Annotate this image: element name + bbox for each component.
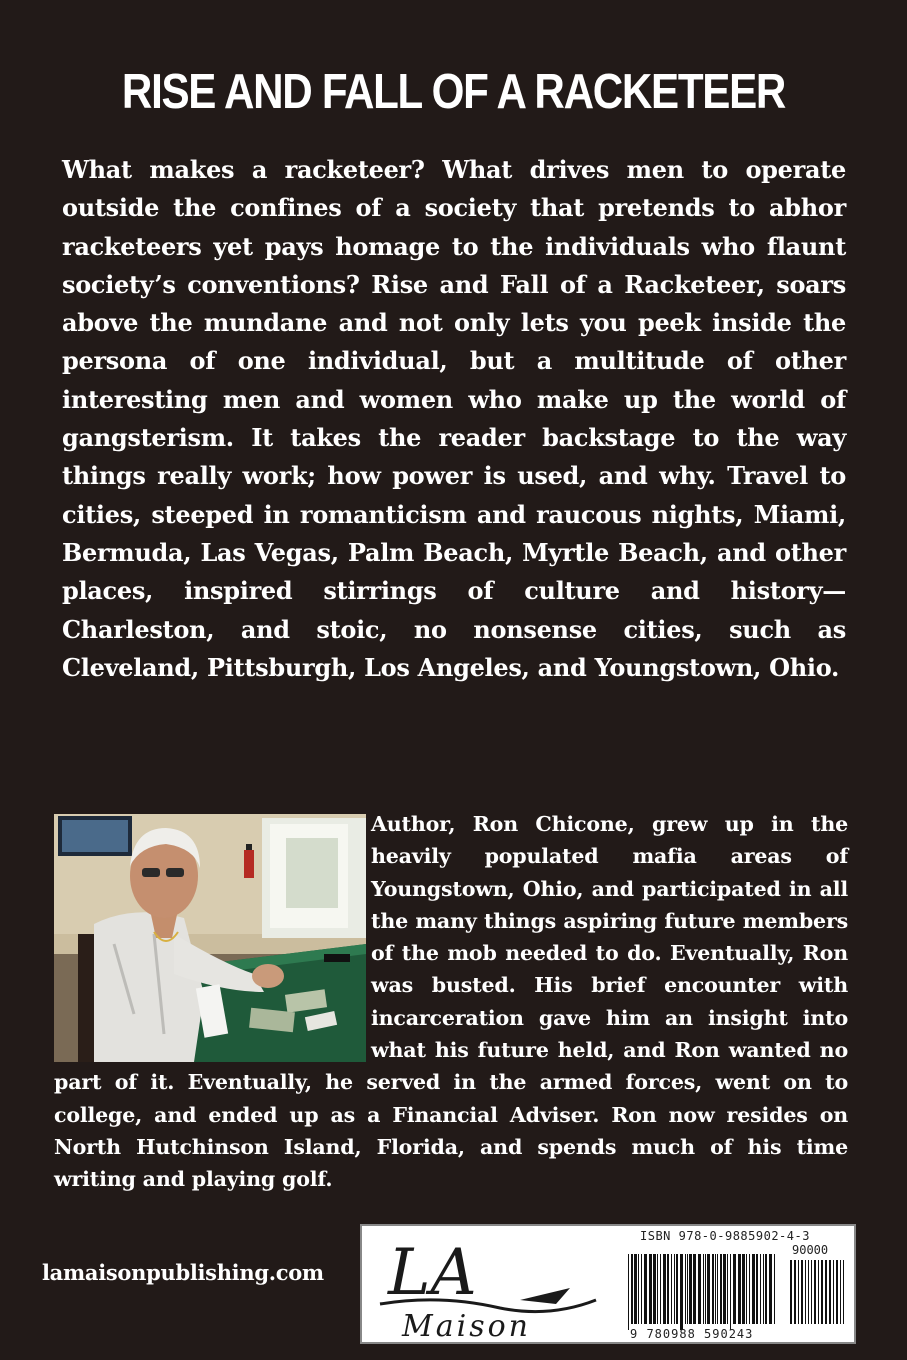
logo-initials: LA (388, 1236, 477, 1310)
price-code: 90000 (792, 1243, 829, 1257)
logo-name: Maison (402, 1309, 531, 1342)
publisher-website: lamaisonpublishing.com (42, 1260, 324, 1285)
publisher-barcode-label (360, 1224, 856, 1344)
barcode-digits: 9 780988 590243 (630, 1327, 754, 1341)
author-bio: Author, Ron Chicone, grew up in the heavily populated mafia areas of Youngstown, Ohio, and participated in all the many things aspiring future members of the mob needed to do. Eventually, Ron was busted. His brief encounter with incarceration gave him an insight into what his future held, and Ron wanted no part of it. Eventually, he served in the armed forces, went on to college, and ended up as a Financial Adviser. Ron now resides on North Hutchinson Island, Florida, and spends much of his time writing and playing golf. (54, 812, 848, 1192)
barcode-icon (626, 1254, 848, 1330)
book-blurb: What makes a racketeer? What drives men to operate outside the confines of a society that pretends to abhor racketeers yet pays homage to the individuals who flaunt society’s conventions? Rise and Fall of a Racketeer, soars above the mundane and not only lets you peek inside the persona of one individual, but a multitude of other interesting men and women who make up the world of gangsterism. It takes the reader backstage to the way things really work; how power is used, and why. Travel to cities, steeped in romanticism and raucous nights, Miami, Bermuda, Las Vegas, Palm Beach, Myrtle Beach, and other places, inspired stirrings of culture and history—Charleston, and stoic, no nonsense cities, such as Cleveland, Pittsburgh, Los Angeles, and Youngstown, Ohio. (62, 155, 846, 682)
author-section (54, 808, 848, 1196)
quill-icon (520, 1288, 570, 1304)
book-title: RISE AND FALL OF A RACKETEER (121, 65, 786, 119)
publisher-logo (370, 1230, 602, 1342)
isbn-label: ISBN 978-0-9885902-4-3 (640, 1229, 810, 1243)
author-photo (54, 814, 366, 1062)
